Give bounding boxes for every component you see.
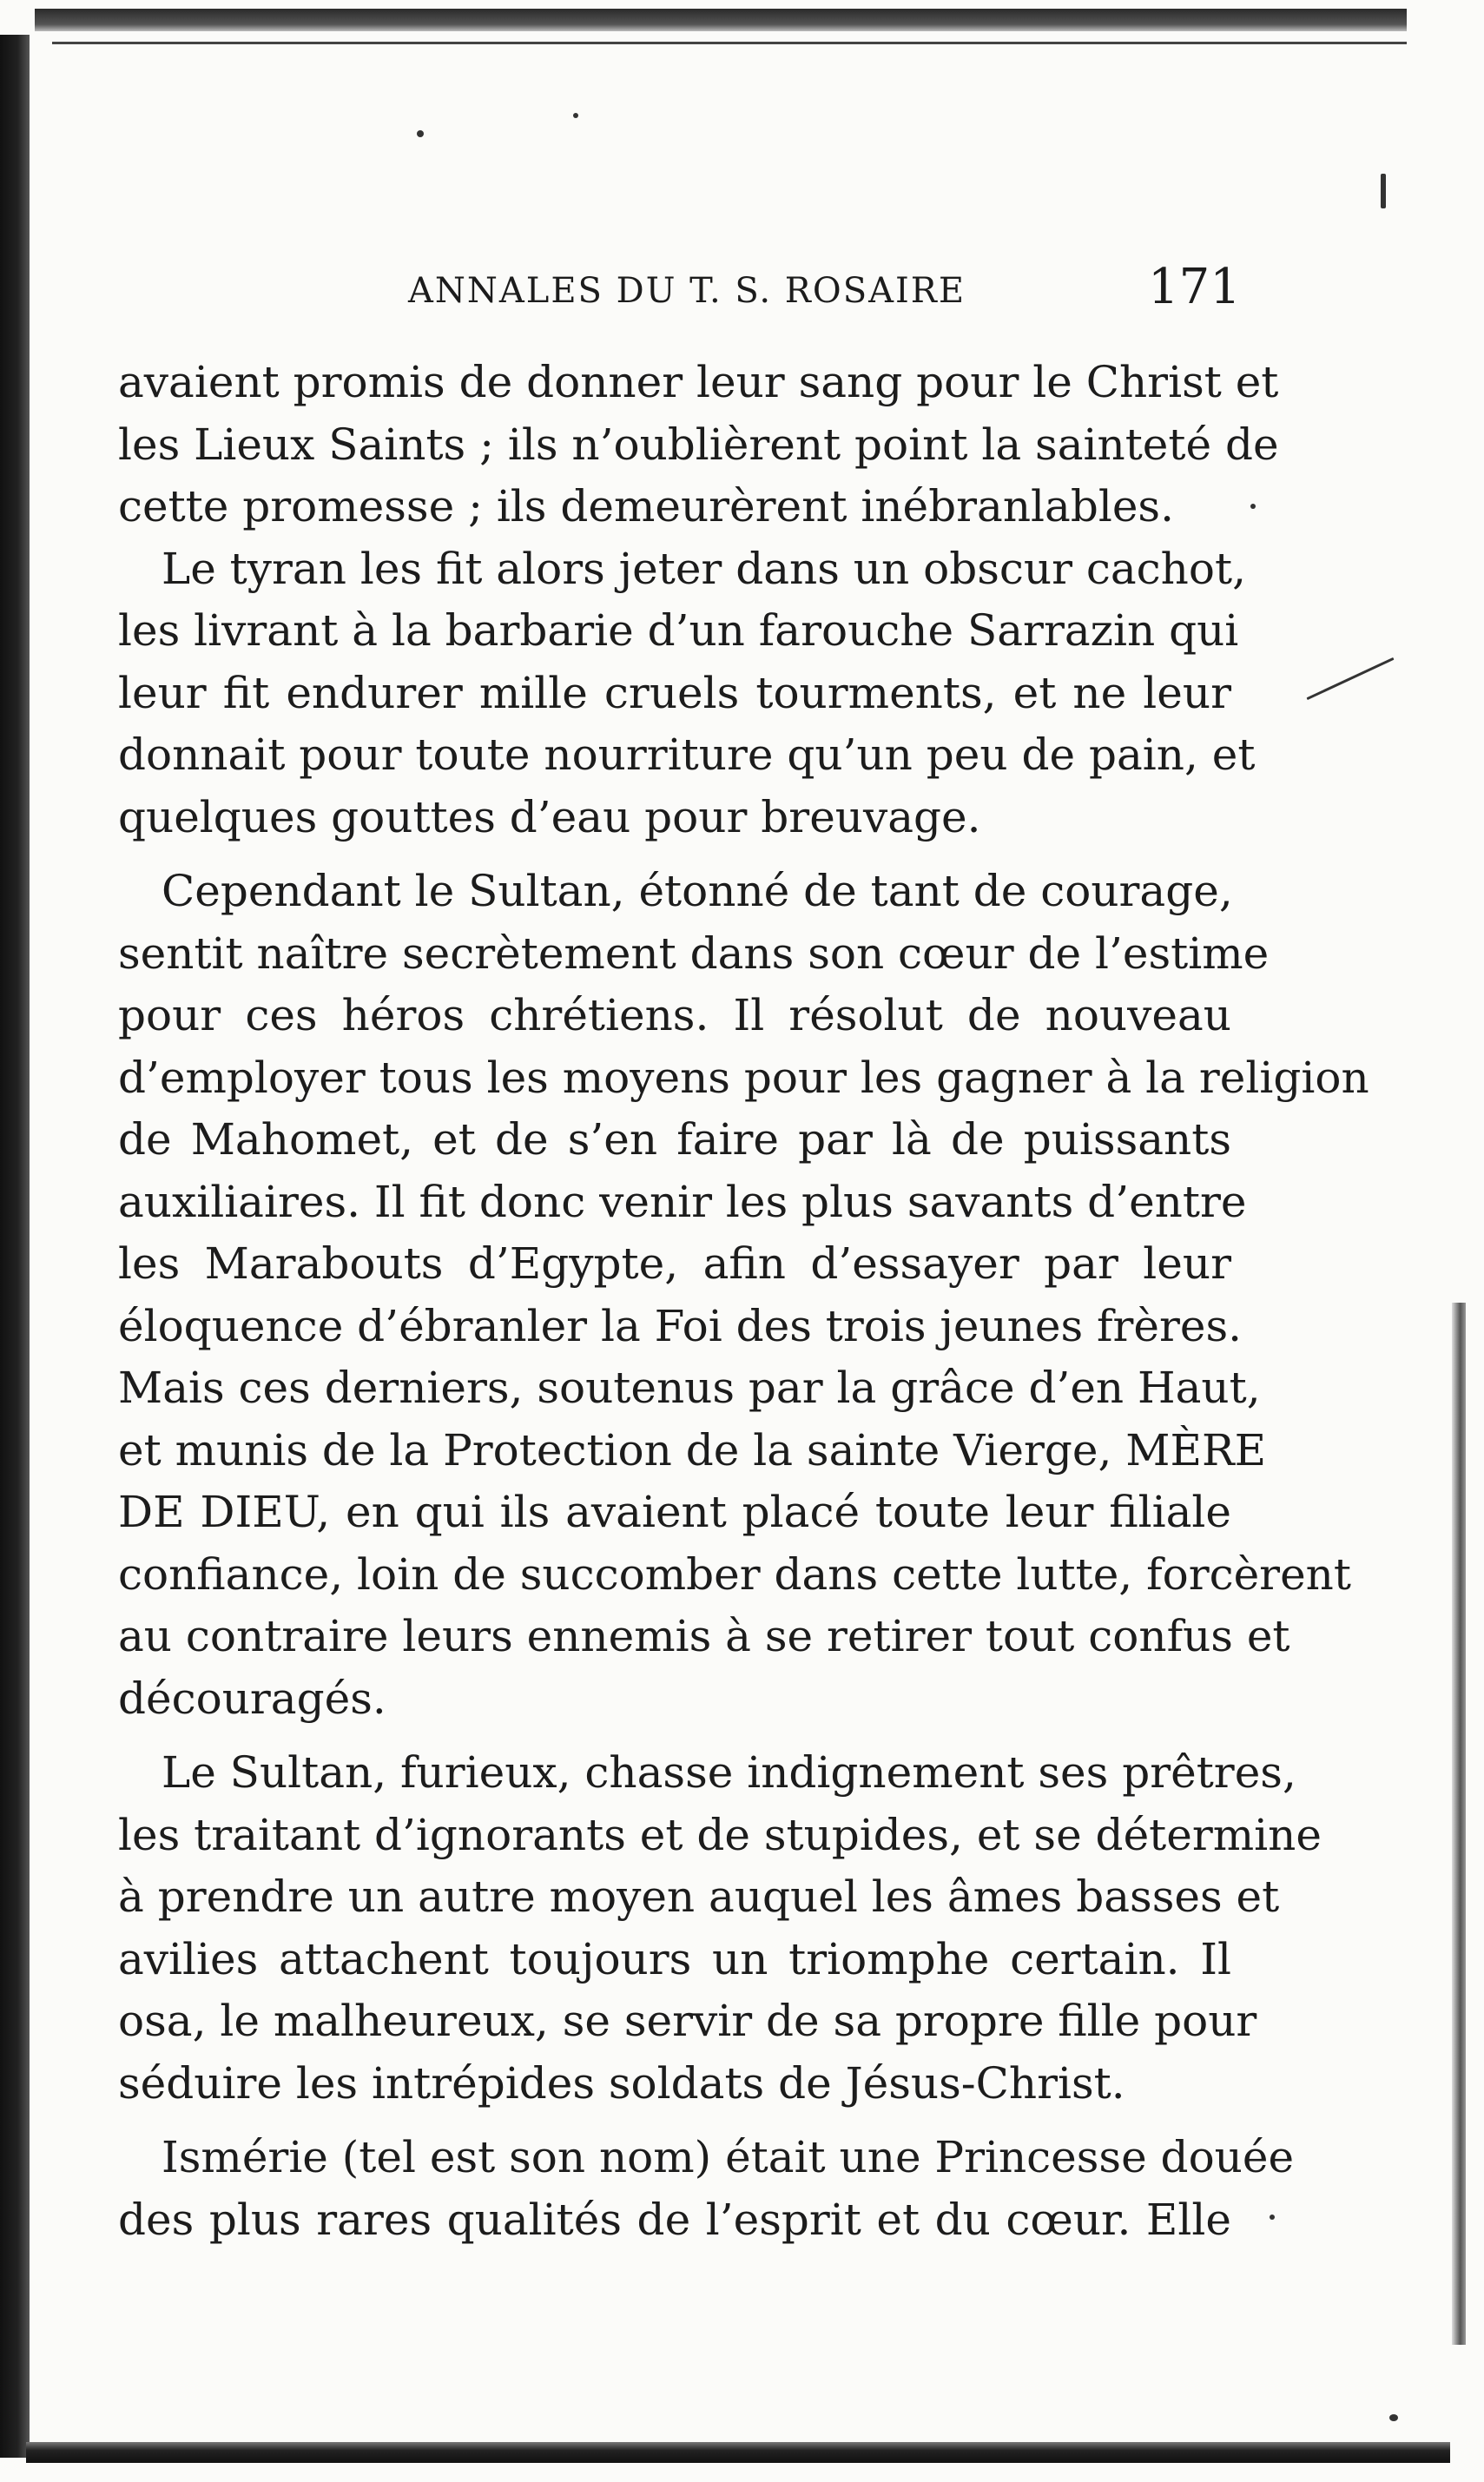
text-line: des plus rares qualités de l’esprit et du cœur. Elle (118, 2194, 1231, 2245)
text-line: au contraire leurs ennemis à se retirer tout confus et (118, 1611, 1290, 1661)
text-line: leur fit endurer mille cruels tourments, et ne leur (118, 667, 1231, 718)
text-line: osa, le malheureux, se servir de sa propre fille pour (118, 1996, 1257, 2046)
scan-border-left (0, 35, 30, 2458)
text-line: Ismérie (tel est son nom) était une Princesse douée (162, 2132, 1295, 2182)
scan-speck (1270, 2215, 1275, 2220)
paragraph-gap (118, 1730, 1231, 1742)
text-line: donnait pour toute nourriture qu’un peu de pain, et (118, 729, 1256, 780)
page-number: 171 (1148, 259, 1241, 315)
scan-border-bottom (26, 2442, 1450, 2463)
text-line: découragés. (118, 1673, 386, 1724)
running-head-title: ANNALES DU T. S. ROSAIRE (408, 271, 966, 311)
text-line: confiance, loin de succomber dans cette lutte, forcèrent (118, 1548, 1351, 1600)
text-line: éloquence d’ébranler la Foi des trois jeunes frères. (118, 1300, 1243, 1351)
text-line: les Lieux Saints ; ils n’oublièrent point la sainteté de (118, 419, 1279, 470)
paragraph (118, 2127, 1295, 2251)
paragraph (118, 861, 1369, 1730)
text-line: de Mahomet, et de s’en faire par là de puissants (118, 1114, 1231, 1165)
paragraph (118, 352, 1279, 538)
text-line: avaient promis de donner leur sang pour le Christ et (118, 357, 1279, 407)
scan-speck (1250, 504, 1256, 509)
scan-speck (1307, 657, 1395, 700)
text-line: à prendre un autre moyen auquel les âmes basses et (118, 1871, 1280, 1922)
text-line: les livrant à la barbarie d’un farouche Sarrazin qui (118, 605, 1239, 656)
text-line: avilies attachent toujours un triomphe certain. Il (118, 1933, 1231, 1984)
scan-speck (1381, 174, 1386, 208)
text-line: séduire les intrépides soldats de Jésus-Christ. (118, 2057, 1125, 2109)
body-text (118, 352, 1369, 2251)
scan-border-top (35, 9, 1407, 31)
scan-speck (573, 113, 578, 118)
text-line: Cependant le Sultan, étonné de tant de courage, (162, 866, 1233, 916)
text-line: sentit naître secrètement dans son cœur de l’estime (118, 927, 1270, 979)
scan-speck (1389, 2414, 1398, 2421)
text-line: DE DIEU, en qui ils avaient placé toute leur filiale (118, 1487, 1231, 1537)
paragraph-gap (118, 848, 1231, 861)
text-line: pour ces héros chrétiens. Il résolut de nouveau (118, 990, 1231, 1040)
text-line: Mais ces derniers, soutenus par la grâce d’en Haut, (118, 1363, 1261, 1413)
paragraph (118, 538, 1256, 849)
text-line: les traitant d’ignorants et de stupides, et se détermine (118, 1809, 1322, 1860)
text-line: Le Sultan, furieux, chasse indignement ses prêtres, (162, 1747, 1296, 1798)
text-line: auxiliaires. Il fit donc venir les plus savants d’entre (118, 1176, 1247, 1227)
scan-border-right (1452, 1303, 1466, 2345)
running-head (0, 261, 1484, 321)
text-line: d’employer tous les moyens pour les gagner à la religion (118, 1052, 1369, 1103)
text-line: et munis de la Protection de la sainte Vierge, MÈRE (118, 1424, 1267, 1475)
text-line: cette promesse ; ils demeurèrent inébranlables. (118, 481, 1174, 531)
text-line: Le tyran les fit alors jeter dans un obscur cachot, (162, 543, 1246, 594)
paragraph-gap (118, 2115, 1231, 2127)
scan-speck (417, 130, 424, 137)
text-line: quelques gouttes d’eau pour breuvage. (118, 791, 981, 842)
paragraph (118, 1742, 1322, 2115)
scan-border-top-line (52, 42, 1407, 44)
text-line: les Marabouts d’Egypte, afin d’essayer par leur (118, 1238, 1231, 1289)
